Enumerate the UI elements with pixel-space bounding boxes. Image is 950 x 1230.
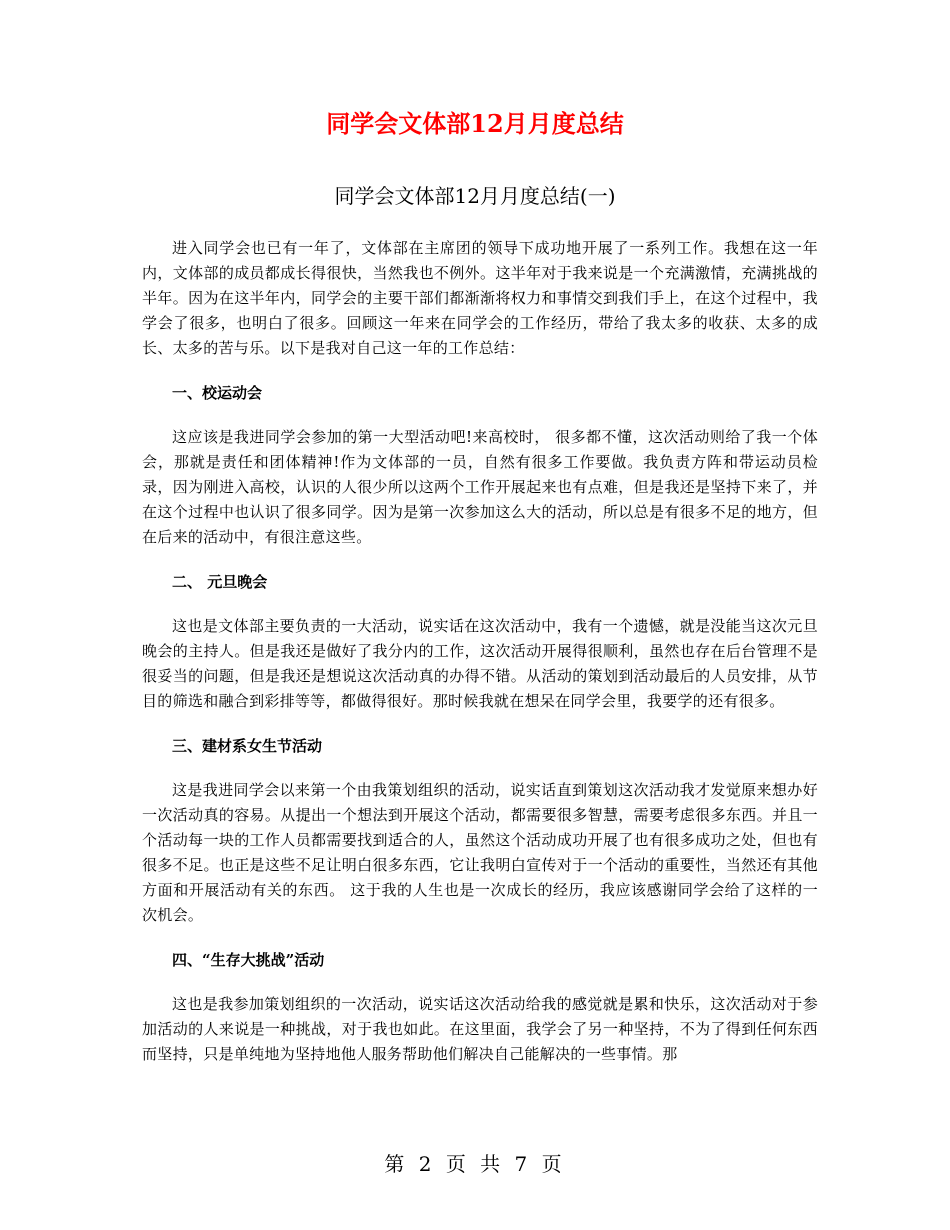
section-body-4: 这也是我参加策划组织的一次活动，说实话这次活动给我的感觉就是累和快乐，这次活动对于参加活动的人来说是一种挑战，对于我也如此。在这里面，我学会了另一种坚持，不为了得到任何东西而坚持，只是单纯地为坚持地他人服务帮助他们解决自己能解决的一些事情。那 xyxy=(142,995,818,1063)
document-title: 同学会文体部12月月度总结 xyxy=(326,109,624,138)
section-heading-1: 一、校运动会 xyxy=(172,384,263,402)
page-footer: 第 2 页 共 7 页 xyxy=(384,1152,566,1176)
section-body-3: 这是我进同学会以来第一个由我策划组织的活动，说实话直到策划这次活动我才发觉原来想办好一次活动真的容易。从提出一个想法到开展这个活动，都需要很多智慧，需要考虑很多东西。并且一个活动每一块的工作人员都需要找到适合的人，虽然这个活动成功开展了也有很多成功之处，但也有很多不足。也正是这些不足让明白很多东西，它让我明白宣传对于一个活动的重要性，当然还有其他方面和开展活动有关的东西。 这于我的人生也是一次成长的经历，我应该感谢同学会给了这样的一次机会。 xyxy=(142,781,818,924)
section-body-1: 这应该是我进同学会参加的第一大型活动吧!来高校时， 很多都不懂，这次活动则给了我一个体会，那就是责任和团体精神!作为文体部的一员，自然有很多工作要做。我负责方阵和带运动员检录，因为刚进入高校，认识的人很少所以这两个工作开展起来也有点难，但是我还是坚持下来了，并在这个过程中也认识了很多同学。因为是第一次参加这么大的活动，所以总是有很多不足的地方，但在后来的活动中，有很注意这些。 xyxy=(142,428,818,546)
intro-paragraph: 进入同学会也已有一年了，文体部在主席团的领导下成功地开展了一系列工作。我想在这一年内，文体部的成员都成长得很快，当然我也不例外。这半年对于我来说是一个充满激情，充满挑战的半年。因为在这半年内，同学会的主要干部们都渐渐将权力和事情交到我们手上，在这个过程中，我学会了很多，也明白了很多。回顾这一年来在同学会的工作经历，带给了我太多的收获、太多的成长、太多的苦与乐。以下是我对自己这一年的工作总结： xyxy=(142,239,818,357)
document-body xyxy=(142,236,818,1087)
section-heading-2: 二、 元旦晚会 xyxy=(172,573,268,591)
section-heading-4: 四、“生存大挑战”活动 xyxy=(172,951,325,969)
section-heading-3: 三、建材系女生节活动 xyxy=(172,737,323,755)
section-body-2: 这也是文体部主要负责的一大活动，说实话在这次活动中，我有一个遗憾，就是没能当这次元旦晚会的主持人。但是我还是做好了我分内的工作，这次活动开展得很顺利，虽然也存在后台管理不是很妥当的问题，但是我还是想说这次活动真的办得不错。从活动的策划到活动最后的人员安排，从节目的筛选和融合到彩排等等，都做得很好。那时候我就在想呆在同学会里，我要学的还有很多。 xyxy=(142,617,818,710)
document-subtitle: 同学会文体部12月月度总结(一) xyxy=(334,184,616,208)
